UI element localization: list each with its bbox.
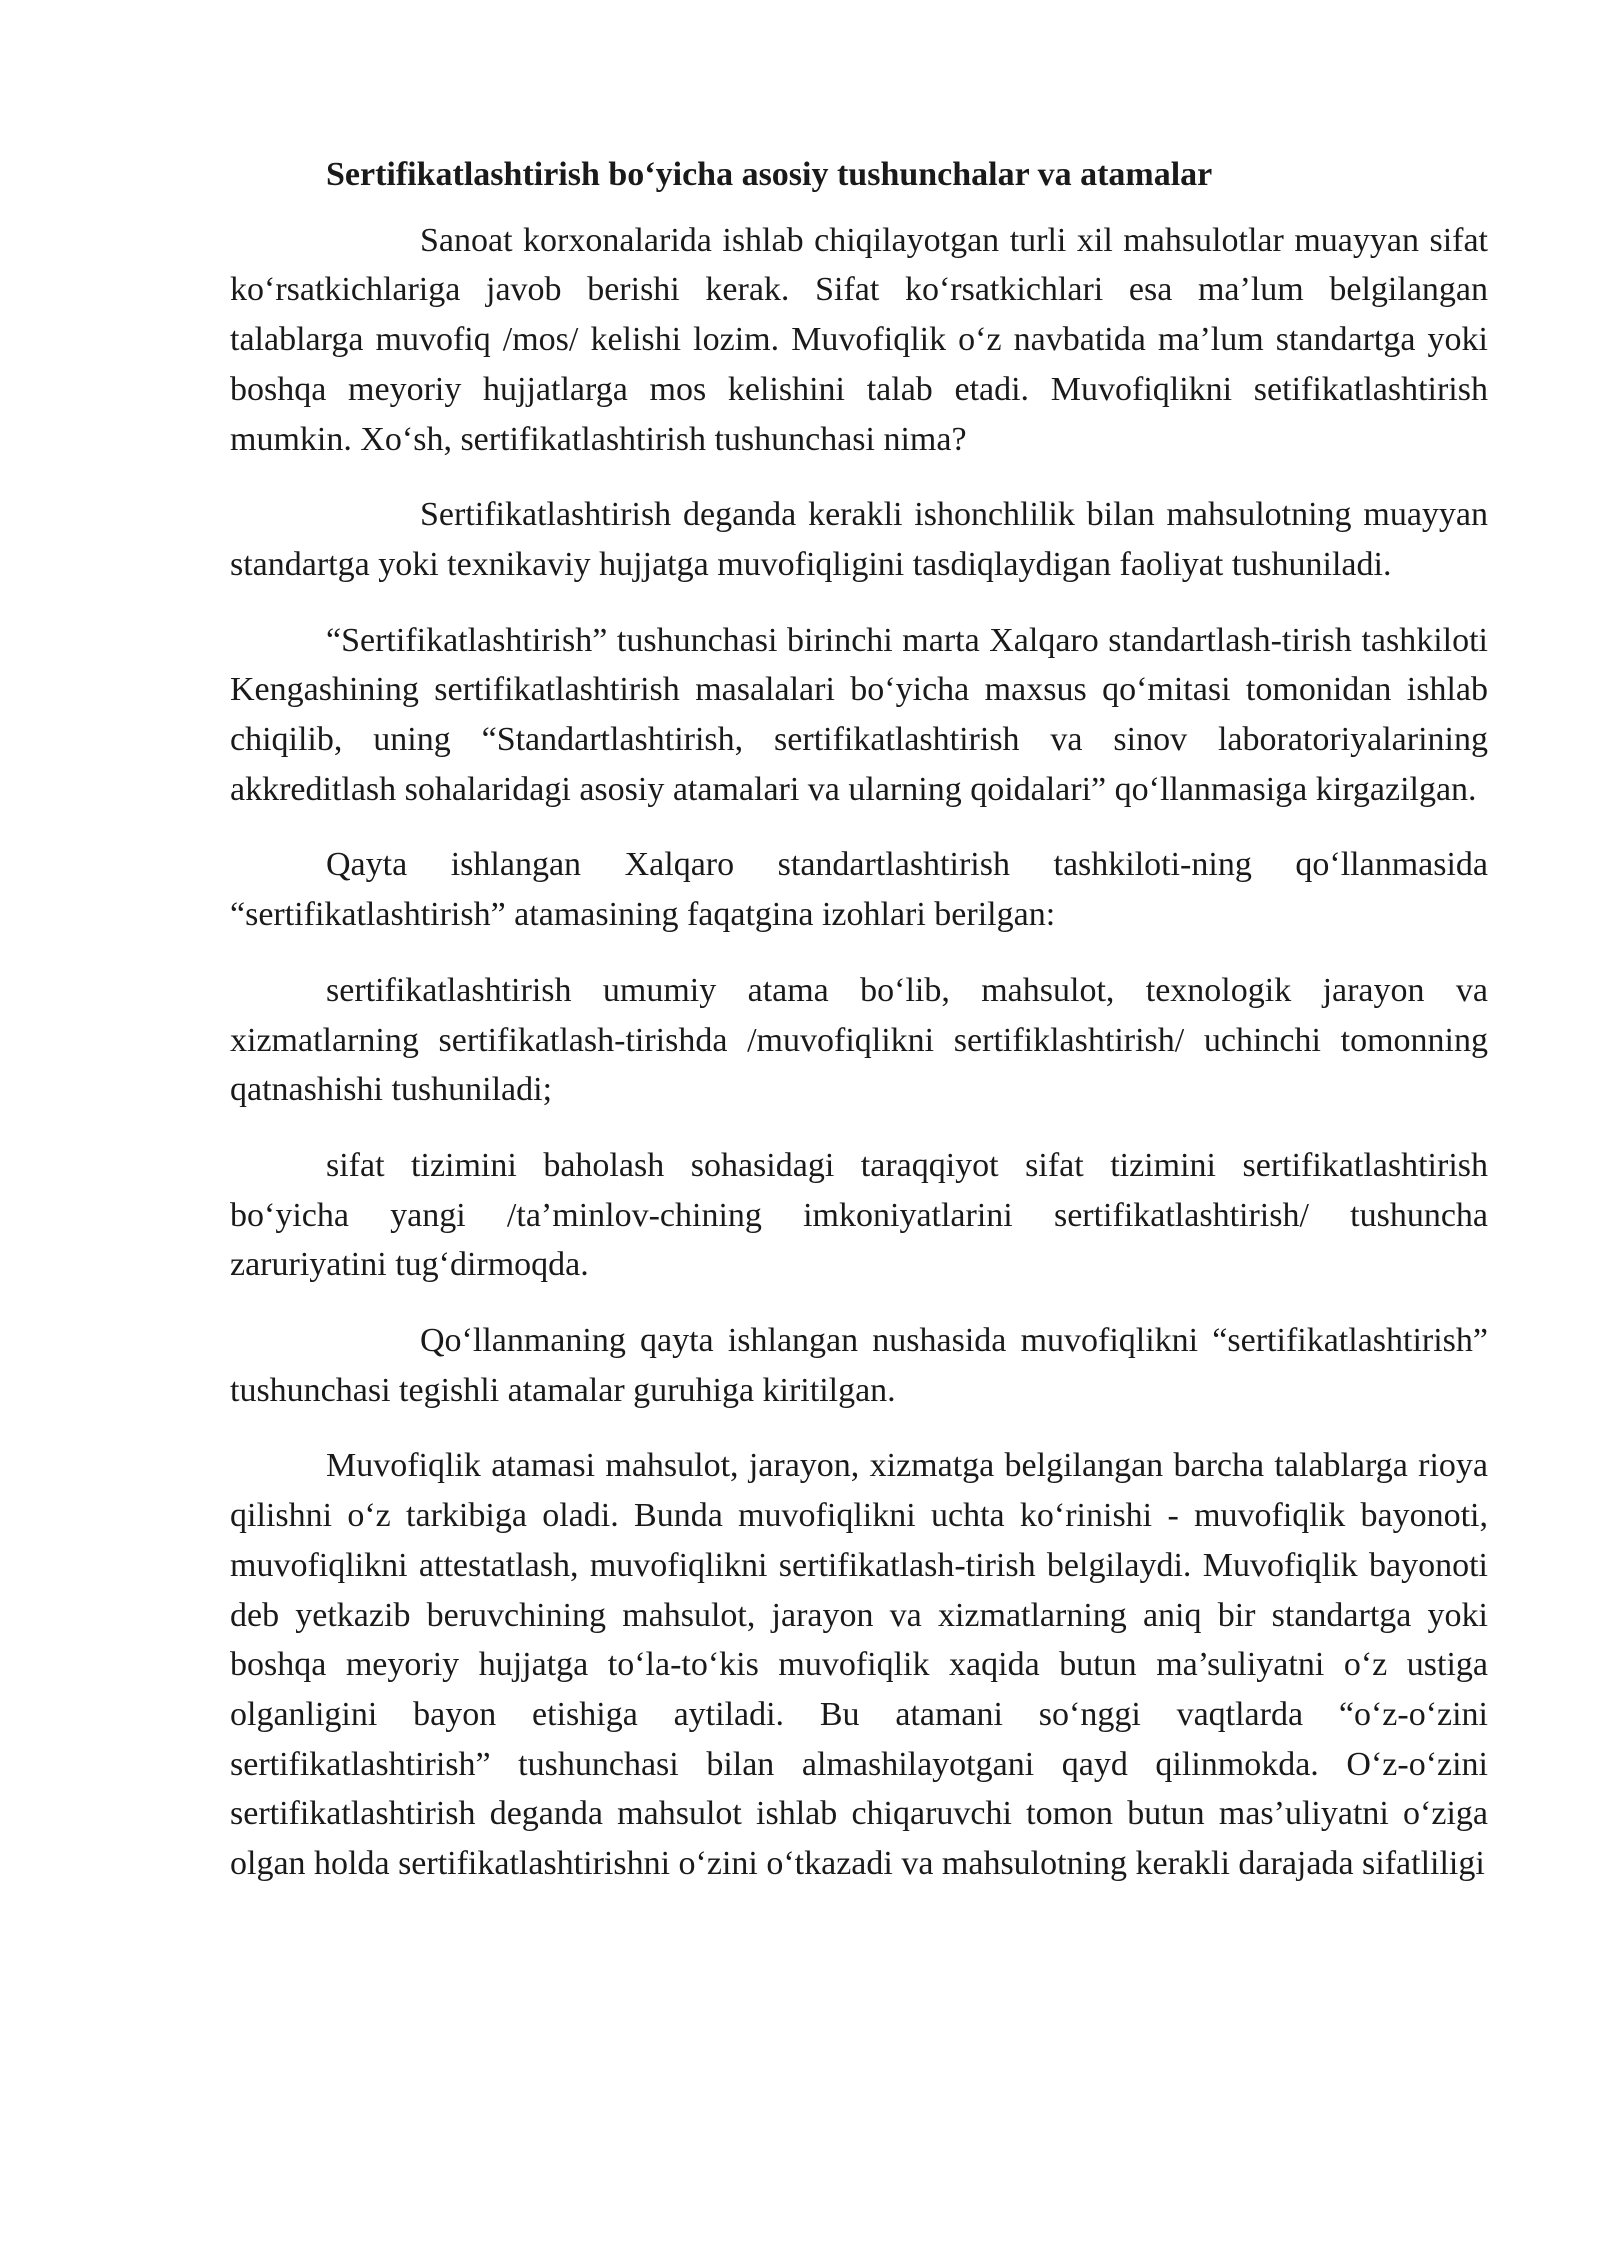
paragraph-5: sertifikatlashtirish umumiy atama bo‘lib, mahsulot, texnologik jarayon va xizmatlarning sertifikatlash-tirishda /muvofiqlikni sertifiklashtirish/ uchinchi tomonning qatnashishi tushuniladi; — [230, 971, 1488, 1109]
paragraph-8: Muvofiqlik atamasi mahsulot, jarayon, xizmatga belgilangan barcha talablarga rioya qilishni o‘z tarkibiga oladi. Bunda muvofiqlikni uchta ko‘rinishi - muvofiqlik bayonoti, muvofiqlikni attestatlash, muvofiqlikni sertifikatlash-tirish belgilaydi. Muvofiqlik bayonoti deb yetkazib beruvchining mahsulot, jarayon va xizmatlarning aniq bir standartga yoki boshqa meyoriy hujjatga to‘la-to‘kis muvofiqlik xaqida butun ma’suliyatni o‘z ustiga olganligini bayon etishiga aytiladi. Bu atamani so‘nggi vaqtlarda “o‘z-o‘zini sertifikatlashtirish” tushunchasi bilan almashilayotgani qayd qilinmokda. O‘z-o‘zini sertifikatlashtirish deganda mahsulot ishlab chiqaruvchi tomon butun mas’uliyatni o‘ziga olgan holda sertifikatlashtirishni o‘zini o‘tkazadi va mahsulotning kerakli darajada sifatliligi — [230, 1447, 1488, 1883]
paragraph-1: Sanoat korxonalarida ishlab chiqilayotgan turli xil mahsulotlar muayyan sifat ko‘rsatkichlariga javob berishi kerak. Sifat ko‘rsatkichlari esa ma’lum belgilangan talablarga muvofiq /mos/ kelishi lozim. Muvofiqlik o‘z navbatida ma’lum standartga yoki boshqa meyoriy hujjatlarga mos kelishini talab etadi. Muvofiqlikni setifikatlashtirish mumkin. Xo‘sh, sertifikatlashtirish tushunchasi nima? — [230, 221, 1488, 458]
paragraph-3: “Sertifikatlashtirish” tushunchasi birinchi marta Xalqaro standartlash-tirish tashkiloti Kengashining sertifikatlashtirish masalalari bo‘yicha maxsus qo‘mitasi tomonidan ishlab chiqilib, uning “Standartlashtirish, sertifikatlashtirish va sinov laboratoriyalarining akkreditlash sohalaridagi asosiy atamalari va ularning qoidalari” qo‘llanmasiga kirgazilgan. — [230, 621, 1488, 808]
paragraph-2: Sertifikatlashtirish deganda kerakli ishonchlilik bilan mahsulotning muayyan standartga yoki texnikaviy hujjatga muvofiqligini tasdiqlaydigan faoliyat tushuniladi. — [230, 496, 1488, 583]
paragraph-6: sifat tizimini baholash sohasidagi taraqqiyot sifat tizimini sertifikatlashtirish bo‘yicha yangi /ta’minlov-chining imkoniyatlarini sertifikatlashtirish/ tushuncha zaruriyatini tug‘dirmoqda. — [230, 1146, 1488, 1284]
paragraph-7: Qo‘llanmaning qayta ishlangan nushasida muvofiqlikni “sertifikatlashtirish” tushunchasi tegishli atamalar guruhiga kiritilgan. — [230, 1322, 1488, 1409]
document-page — [230, 150, 1488, 1889]
paragraph-4: Qayta ishlangan Xalqaro standartlashtirish tashkiloti-ning qo‘llanmasida “sertifikatlashtirish” atamasining faqatgina izohlari berilgan: — [230, 846, 1488, 934]
document-title: Sertifikatlashtirish bo‘yicha asosiy tushunchalar va atamalar — [326, 156, 1213, 193]
